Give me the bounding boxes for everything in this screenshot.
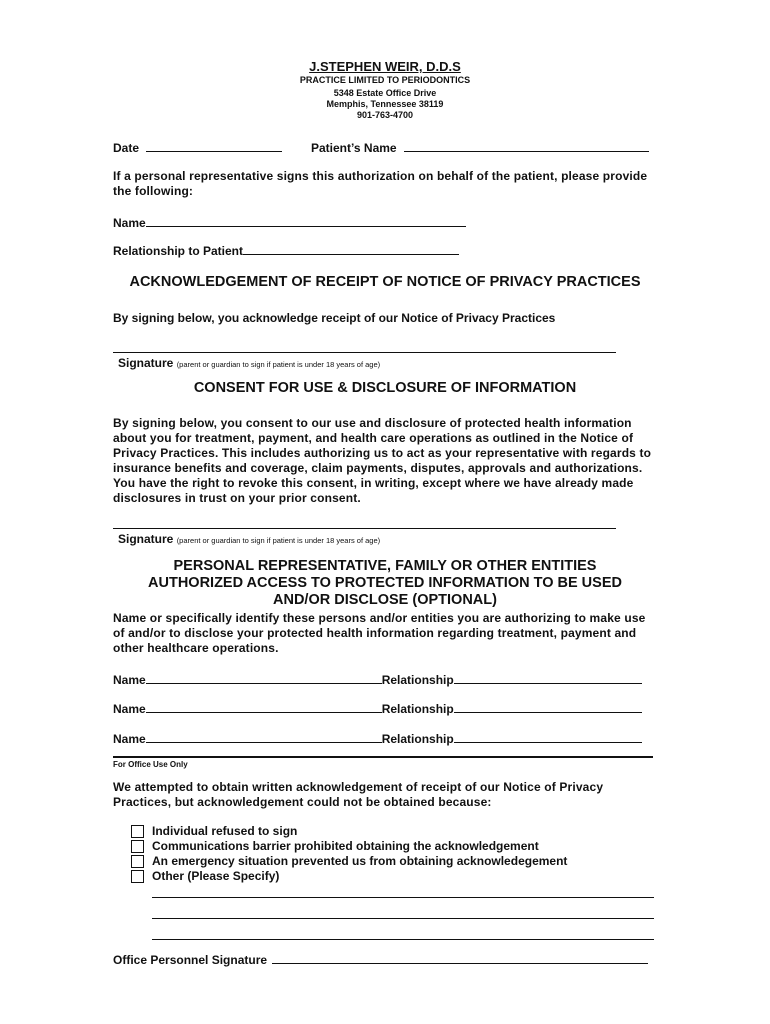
consent-title: CONSENT FOR USE & DISCLOSURE OF INFORMATION bbox=[193, 380, 577, 396]
practice-phone: 901-763-4700 bbox=[356, 110, 414, 120]
ack-signature-row bbox=[118, 356, 380, 370]
ack-title: ACKNOWLEDGEMENT OF RECEIPT OF NOTICE OF PRIVACY PRACTICES bbox=[129, 274, 641, 290]
authorized-name-field[interactable] bbox=[146, 671, 382, 684]
other-specify-line-1[interactable] bbox=[152, 897, 654, 898]
ack-signature-note: (parent or guardian to sign if patient is under 18 years of age) bbox=[176, 360, 381, 369]
date-row bbox=[113, 139, 282, 155]
rep-name-row bbox=[113, 214, 466, 230]
authorized-name-field[interactable] bbox=[146, 700, 382, 713]
other-checkbox[interactable] bbox=[131, 870, 144, 883]
authorized-name-label: Name bbox=[113, 673, 146, 687]
date-field[interactable] bbox=[146, 139, 282, 152]
patient-name-row bbox=[311, 139, 649, 155]
authorized-row-3 bbox=[113, 730, 642, 746]
representative-text: Name or specifically identify these persons and/or entities you are authorizing to make use of and/or to disclose your protected health information regarding treatment, payment and other healthcare operations. bbox=[113, 611, 646, 655]
representative-instruction: If a personal representative signs this authorization on behalf of the patient, please provide the following: bbox=[113, 169, 648, 198]
rep-relationship-label: Relationship to Patient bbox=[113, 244, 244, 258]
consent-signature-line[interactable] bbox=[113, 528, 616, 529]
patient-name-label: Patient’s Name bbox=[311, 141, 397, 155]
emergency-checkbox[interactable] bbox=[131, 855, 144, 868]
authorized-relationship-field[interactable] bbox=[454, 730, 642, 743]
authorized-name-field[interactable] bbox=[146, 730, 382, 743]
barrier-checkbox[interactable] bbox=[131, 840, 144, 853]
office-signature-field[interactable] bbox=[272, 951, 648, 964]
refused-checkbox[interactable] bbox=[131, 825, 144, 838]
other-specify-line-2[interactable] bbox=[152, 918, 654, 919]
practice-name: J.STEPHEN WEIR, D.D.S bbox=[309, 59, 461, 74]
rep-relationship-field[interactable] bbox=[243, 242, 459, 255]
office-divider bbox=[113, 756, 653, 758]
rep-name-label: Name bbox=[113, 216, 146, 230]
representative-title-line3: AND/OR DISCLOSE (OPTIONAL) bbox=[273, 592, 497, 608]
consent-signature-label: Signature bbox=[118, 532, 174, 546]
practice-address: 5348 Estate Office Drive bbox=[333, 88, 437, 98]
ack-signature-label: Signature bbox=[118, 356, 174, 370]
authorized-relationship-field[interactable] bbox=[454, 700, 642, 713]
option-emergency-label: An emergency situation prevented us from obtaining acknowledegement bbox=[152, 854, 568, 868]
authorized-relationship-label: Relationship bbox=[381, 673, 454, 687]
ack-text: By signing below, you acknowledge receipt of our Notice of Privacy Practices bbox=[113, 311, 556, 325]
rep-name-field[interactable] bbox=[146, 214, 466, 227]
office-text: We attempted to obtain written acknowledgement of receipt of our Notice of Privacy Practices, but acknowledgement could not be obtained because: bbox=[113, 780, 604, 809]
office-signature-row bbox=[113, 951, 648, 967]
practice-city: Memphis, Tennessee 38119 bbox=[326, 99, 444, 109]
other-specify-line-3[interactable] bbox=[152, 939, 654, 940]
option-refused-label: Individual refused to sign bbox=[152, 824, 298, 838]
consent-signature-note: (parent or guardian to sign if patient is under 18 years of age) bbox=[176, 536, 381, 545]
date-label: Date bbox=[113, 141, 140, 155]
representative-title-line1: PERSONAL REPRESENTATIVE, FAMILY OR OTHER ENTITIES bbox=[173, 558, 597, 574]
ack-signature-line[interactable] bbox=[113, 352, 616, 353]
office-signature-label: Office Personnel Signature bbox=[113, 953, 268, 967]
authorized-name-label: Name bbox=[113, 702, 146, 716]
authorized-row-2 bbox=[113, 700, 642, 716]
consent-signature-row bbox=[118, 532, 380, 546]
authorized-relationship-field[interactable] bbox=[454, 671, 642, 684]
authorized-row-1 bbox=[113, 671, 642, 687]
rep-relationship-row bbox=[113, 242, 459, 258]
option-barrier-label: Communications barrier prohibited obtaining the acknowledgement bbox=[152, 839, 539, 853]
practice-specialty: PRACTICE LIMITED TO PERIODONTICS bbox=[299, 75, 471, 85]
consent-text: By signing below, you consent to our use and disclosure of protected health information about you for treatment, payment, and health care operations as outlined in the Notice of Privacy Practices. This includes authorizing us to act as your representative with regards to insurance benefits and coverage, claim payments, disputes, approvals and authorizations. You have the right to revoke this consent, in writing, except where we have already made disclosures in trust on your prior consent. bbox=[113, 416, 652, 505]
authorized-relationship-label: Relationship bbox=[381, 702, 454, 716]
office-use-label: For Office Use Only bbox=[113, 760, 188, 769]
option-other-label: Other (Please Specify) bbox=[152, 869, 280, 883]
patient-name-field[interactable] bbox=[404, 139, 649, 152]
representative-title-line2: AUTHORIZED ACCESS TO PROTECTED INFORMATION TO BE USED bbox=[148, 575, 622, 591]
authorized-relationship-label: Relationship bbox=[381, 732, 454, 746]
authorized-name-label: Name bbox=[113, 732, 146, 746]
